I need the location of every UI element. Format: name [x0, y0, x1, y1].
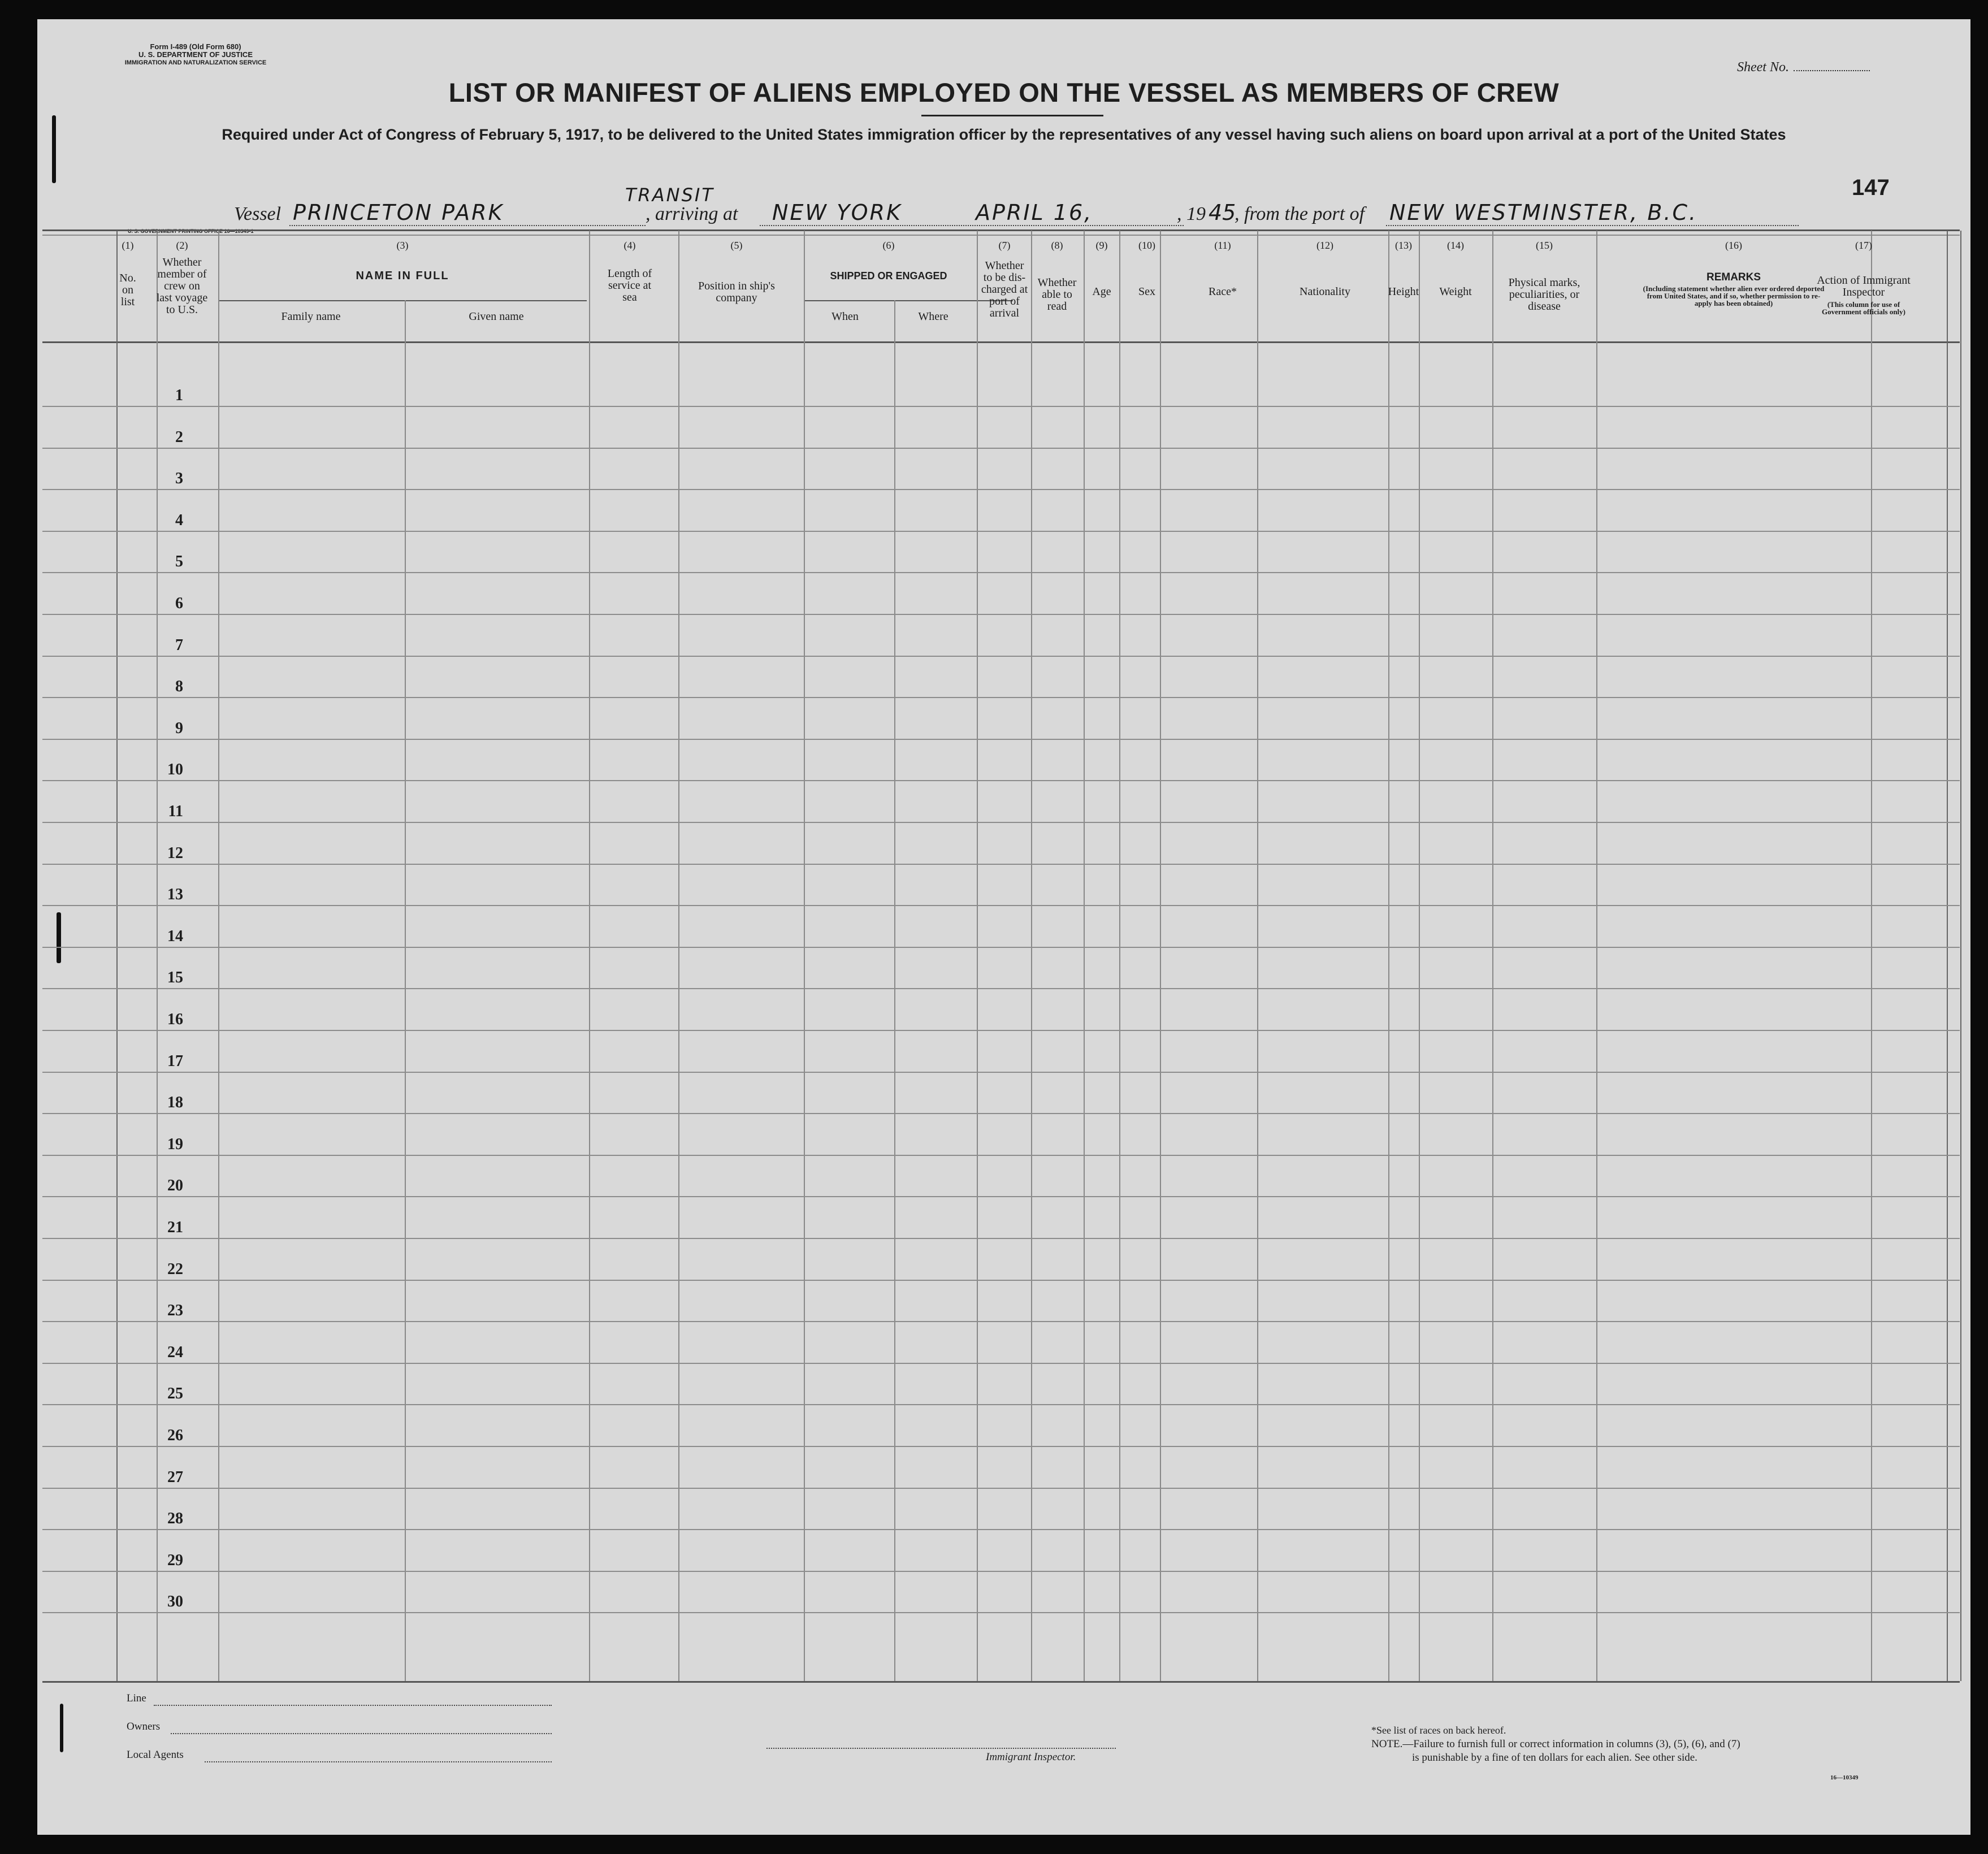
arrival-port-handwritten: NEW YORK: [772, 200, 902, 225]
col-4-number: (4): [623, 240, 636, 251]
col-17-header: Action of Immigrant Inspector: [1817, 274, 1911, 298]
row-number: 2: [175, 428, 183, 446]
col-11-header: Race*: [1209, 285, 1237, 298]
vessel-label: Vessel: [234, 203, 281, 224]
margin-mark: [57, 912, 61, 963]
row-divider: [42, 1072, 1960, 1073]
row-divider: [42, 1529, 1960, 1530]
margin-mark: [52, 115, 56, 183]
row-number: 22: [167, 1260, 183, 1278]
row-number: 16: [167, 1011, 183, 1028]
sub-rule-name: [218, 300, 587, 301]
local-agents-label: Local Agents: [127, 1749, 184, 1761]
col-7-header: Whether to be dis-charged at port of arrival: [981, 259, 1028, 319]
row-number: 12: [167, 844, 183, 862]
page-subtitle: Required under Act of Congress of February 5, 1917, to be delivered to the United States immigration officer by the representatives of any vessel having such aliens on board upon arrival at a port of the United States: [222, 126, 1786, 143]
col-2-number: (2): [176, 240, 188, 251]
col-8-header: Whether able to read: [1037, 276, 1077, 313]
row-divider: [42, 1612, 1960, 1613]
col-15-number: (15): [1536, 240, 1553, 251]
row-divider: [42, 1030, 1960, 1031]
row-divider: [42, 1363, 1960, 1364]
form-number: Form I-489 (Old Form 680): [150, 42, 241, 51]
service-name: IMMIGRATION AND NATURALIZATION SERVICE: [124, 59, 267, 66]
form-identifier: [111, 43, 280, 67]
row-divider: [42, 1446, 1960, 1447]
local-agents-blank[interactable]: [205, 1761, 552, 1762]
col-16-number: (16): [1725, 240, 1742, 251]
col-5-number: (5): [730, 240, 743, 251]
arrival-date-handwritten: APRIL 16,: [976, 200, 1093, 225]
row-number: 29: [167, 1551, 183, 1569]
col-6-number: (6): [882, 240, 895, 251]
col-2-header: Whether member of crew on last voyage to U.S.: [156, 256, 208, 316]
sheet-number-label: Sheet No.: [1737, 60, 1789, 75]
col-7-number: (7): [998, 240, 1011, 251]
row-divider: [42, 822, 1960, 823]
inspector-label: Immigrant Inspector.: [986, 1751, 1076, 1763]
row-divider: [42, 780, 1960, 781]
row-number: 3: [175, 470, 183, 488]
col-10-header: Sex: [1138, 285, 1155, 298]
col-16-note: (Including statement whether alien ever ordered deported from United States, and if so, whether permission to re-apply has been obtained): [1643, 284, 1825, 307]
row-divider: [42, 1404, 1960, 1405]
row-number: 10: [167, 761, 183, 779]
arrival-port-blank[interactable]: [760, 225, 1184, 226]
col-11-number: (11): [1214, 240, 1231, 251]
col-14-number: (14): [1447, 240, 1464, 251]
penalty-note-b: is punishable by a fine of ten dollars for each alien. See other side.: [1412, 1752, 1697, 1764]
column-divider: [1960, 231, 1961, 1681]
row-divider: [42, 697, 1960, 698]
col-9-header: Age: [1092, 285, 1111, 298]
owners-blank[interactable]: [171, 1733, 552, 1734]
row-number: 1: [175, 387, 183, 404]
row-divider: [42, 1155, 1960, 1156]
col-6-where: Where: [918, 310, 948, 323]
row-number: 13: [167, 886, 183, 904]
row-number: 4: [175, 511, 183, 529]
penalty-note-a: NOTE.—Failure to furnish full or correct information in columns (3), (5), (6), and (7): [1371, 1738, 1740, 1750]
row-divider: [42, 531, 1960, 532]
row-divider: [42, 1488, 1960, 1489]
col-9-number: (9): [1095, 240, 1108, 251]
table-top-border-inner: [42, 235, 1960, 236]
row-divider: [42, 864, 1960, 865]
line-label: Line: [127, 1692, 146, 1704]
line-blank[interactable]: [154, 1705, 552, 1706]
col-17-note: (This column for use of Government officials only): [1821, 300, 1906, 316]
row-number: 21: [167, 1219, 183, 1236]
from-port-blank[interactable]: [1386, 225, 1799, 226]
row-divider: [42, 1113, 1960, 1114]
manifest-sheet: [37, 19, 1970, 1835]
row-number: 11: [168, 803, 183, 820]
row-divider: [42, 1196, 1960, 1197]
col-12-number: (12): [1316, 240, 1333, 251]
row-number: 26: [167, 1427, 183, 1444]
col-15-header: Physical marks, peculiarities, or disease: [1508, 276, 1580, 313]
row-number: 28: [167, 1510, 183, 1528]
row-divider: [42, 988, 1960, 989]
col-6-when: When: [831, 310, 859, 323]
header-bottom-border: [42, 341, 1960, 343]
col-13-number: (13): [1395, 240, 1412, 251]
transit-handwritten: TRANSIT: [625, 184, 714, 206]
owners-label: Owners: [127, 1721, 161, 1732]
row-number: 24: [167, 1343, 183, 1361]
row-divider: [42, 489, 1960, 490]
page-title: LIST OR MANIFEST OF ALIENS EMPLOYED ON THE VESSEL AS MEMBERS OF CREW: [448, 77, 1560, 107]
row-divider: [42, 448, 1960, 449]
col-10-number: (10): [1138, 240, 1155, 251]
row-number: 9: [175, 719, 183, 737]
department-name: U. S. DEPARTMENT OF JUSTICE: [138, 50, 253, 59]
row-divider: [42, 947, 1960, 948]
year-label: , 19: [1177, 203, 1206, 224]
from-port-label: , from the port of: [1235, 203, 1365, 224]
row-divider: [42, 1238, 1960, 1239]
from-port-handwritten: NEW WESTMINSTER, B.C.: [1389, 200, 1698, 225]
row-number: 7: [175, 636, 183, 654]
col-3-given-name: Given name: [469, 310, 524, 323]
row-number: 27: [167, 1468, 183, 1486]
row-number: 20: [167, 1177, 183, 1195]
row-divider: [42, 1571, 1960, 1572]
col-8-number: (8): [1051, 240, 1063, 251]
year-handwritten: 45: [1209, 200, 1236, 225]
row-divider: [42, 739, 1960, 740]
vessel-name-handwritten: PRINCETON PARK: [293, 200, 504, 225]
col-5-header: Position in ship's company: [698, 280, 775, 304]
row-number: 30: [167, 1593, 183, 1611]
table-top-border: [42, 229, 1960, 231]
row-number: 25: [167, 1385, 183, 1403]
col-6-header: SHIPPED OR ENGAGED: [830, 270, 947, 281]
col-12-header: Nationality: [1300, 285, 1350, 298]
row-number: 18: [167, 1094, 183, 1112]
row-number: 17: [167, 1052, 183, 1070]
inspector-signature-line[interactable]: [766, 1748, 1116, 1749]
row-number: 14: [167, 927, 183, 945]
row-divider: [42, 614, 1960, 615]
arriving-label: , arriving at: [646, 203, 738, 224]
sheet-number-blank[interactable]: [1794, 70, 1870, 71]
col-3-number: (3): [396, 240, 409, 251]
margin-mark: [60, 1704, 63, 1752]
races-note: *See list of races on back hereof.: [1371, 1725, 1506, 1736]
col-17-number: (17): [1855, 240, 1872, 251]
col-4-header: Length of service at sea: [607, 267, 652, 304]
vessel-name-blank[interactable]: [289, 225, 646, 226]
printer-note: U. S. GOVERNMENT PRINTING OFFICE 16—10349-1: [128, 228, 254, 234]
row-divider: [42, 406, 1960, 407]
col-14-header: Weight: [1439, 285, 1472, 298]
col-3-family-name: Family name: [281, 310, 341, 323]
col-1-number: (1): [122, 240, 134, 251]
row-number: 8: [175, 678, 183, 696]
row-divider: [42, 1280, 1960, 1281]
row-number: 6: [175, 595, 183, 612]
col-3-header: NAME IN FULL: [356, 270, 449, 282]
form-code: 16—10349: [1830, 1774, 1859, 1781]
title-rule: [921, 115, 1103, 116]
row-divider: [42, 572, 1960, 573]
row-divider: [42, 1321, 1960, 1322]
table-bottom-border: [42, 1681, 1960, 1683]
col-13-header: Height: [1388, 285, 1419, 298]
column-divider: [894, 300, 895, 1681]
col-16-header: REMARKS: [1706, 271, 1761, 283]
page-number-stamp: 147: [1852, 175, 1890, 200]
sheet-number-field[interactable]: [1737, 60, 1870, 75]
row-divider: [42, 905, 1960, 906]
row-number: 15: [167, 969, 183, 987]
column-divider: [405, 300, 406, 1681]
row-number: 23: [167, 1302, 183, 1320]
col-1-header: No. on list: [119, 272, 136, 308]
row-number: 19: [167, 1135, 183, 1153]
row-number: 5: [175, 553, 183, 571]
row-divider: [42, 656, 1960, 657]
